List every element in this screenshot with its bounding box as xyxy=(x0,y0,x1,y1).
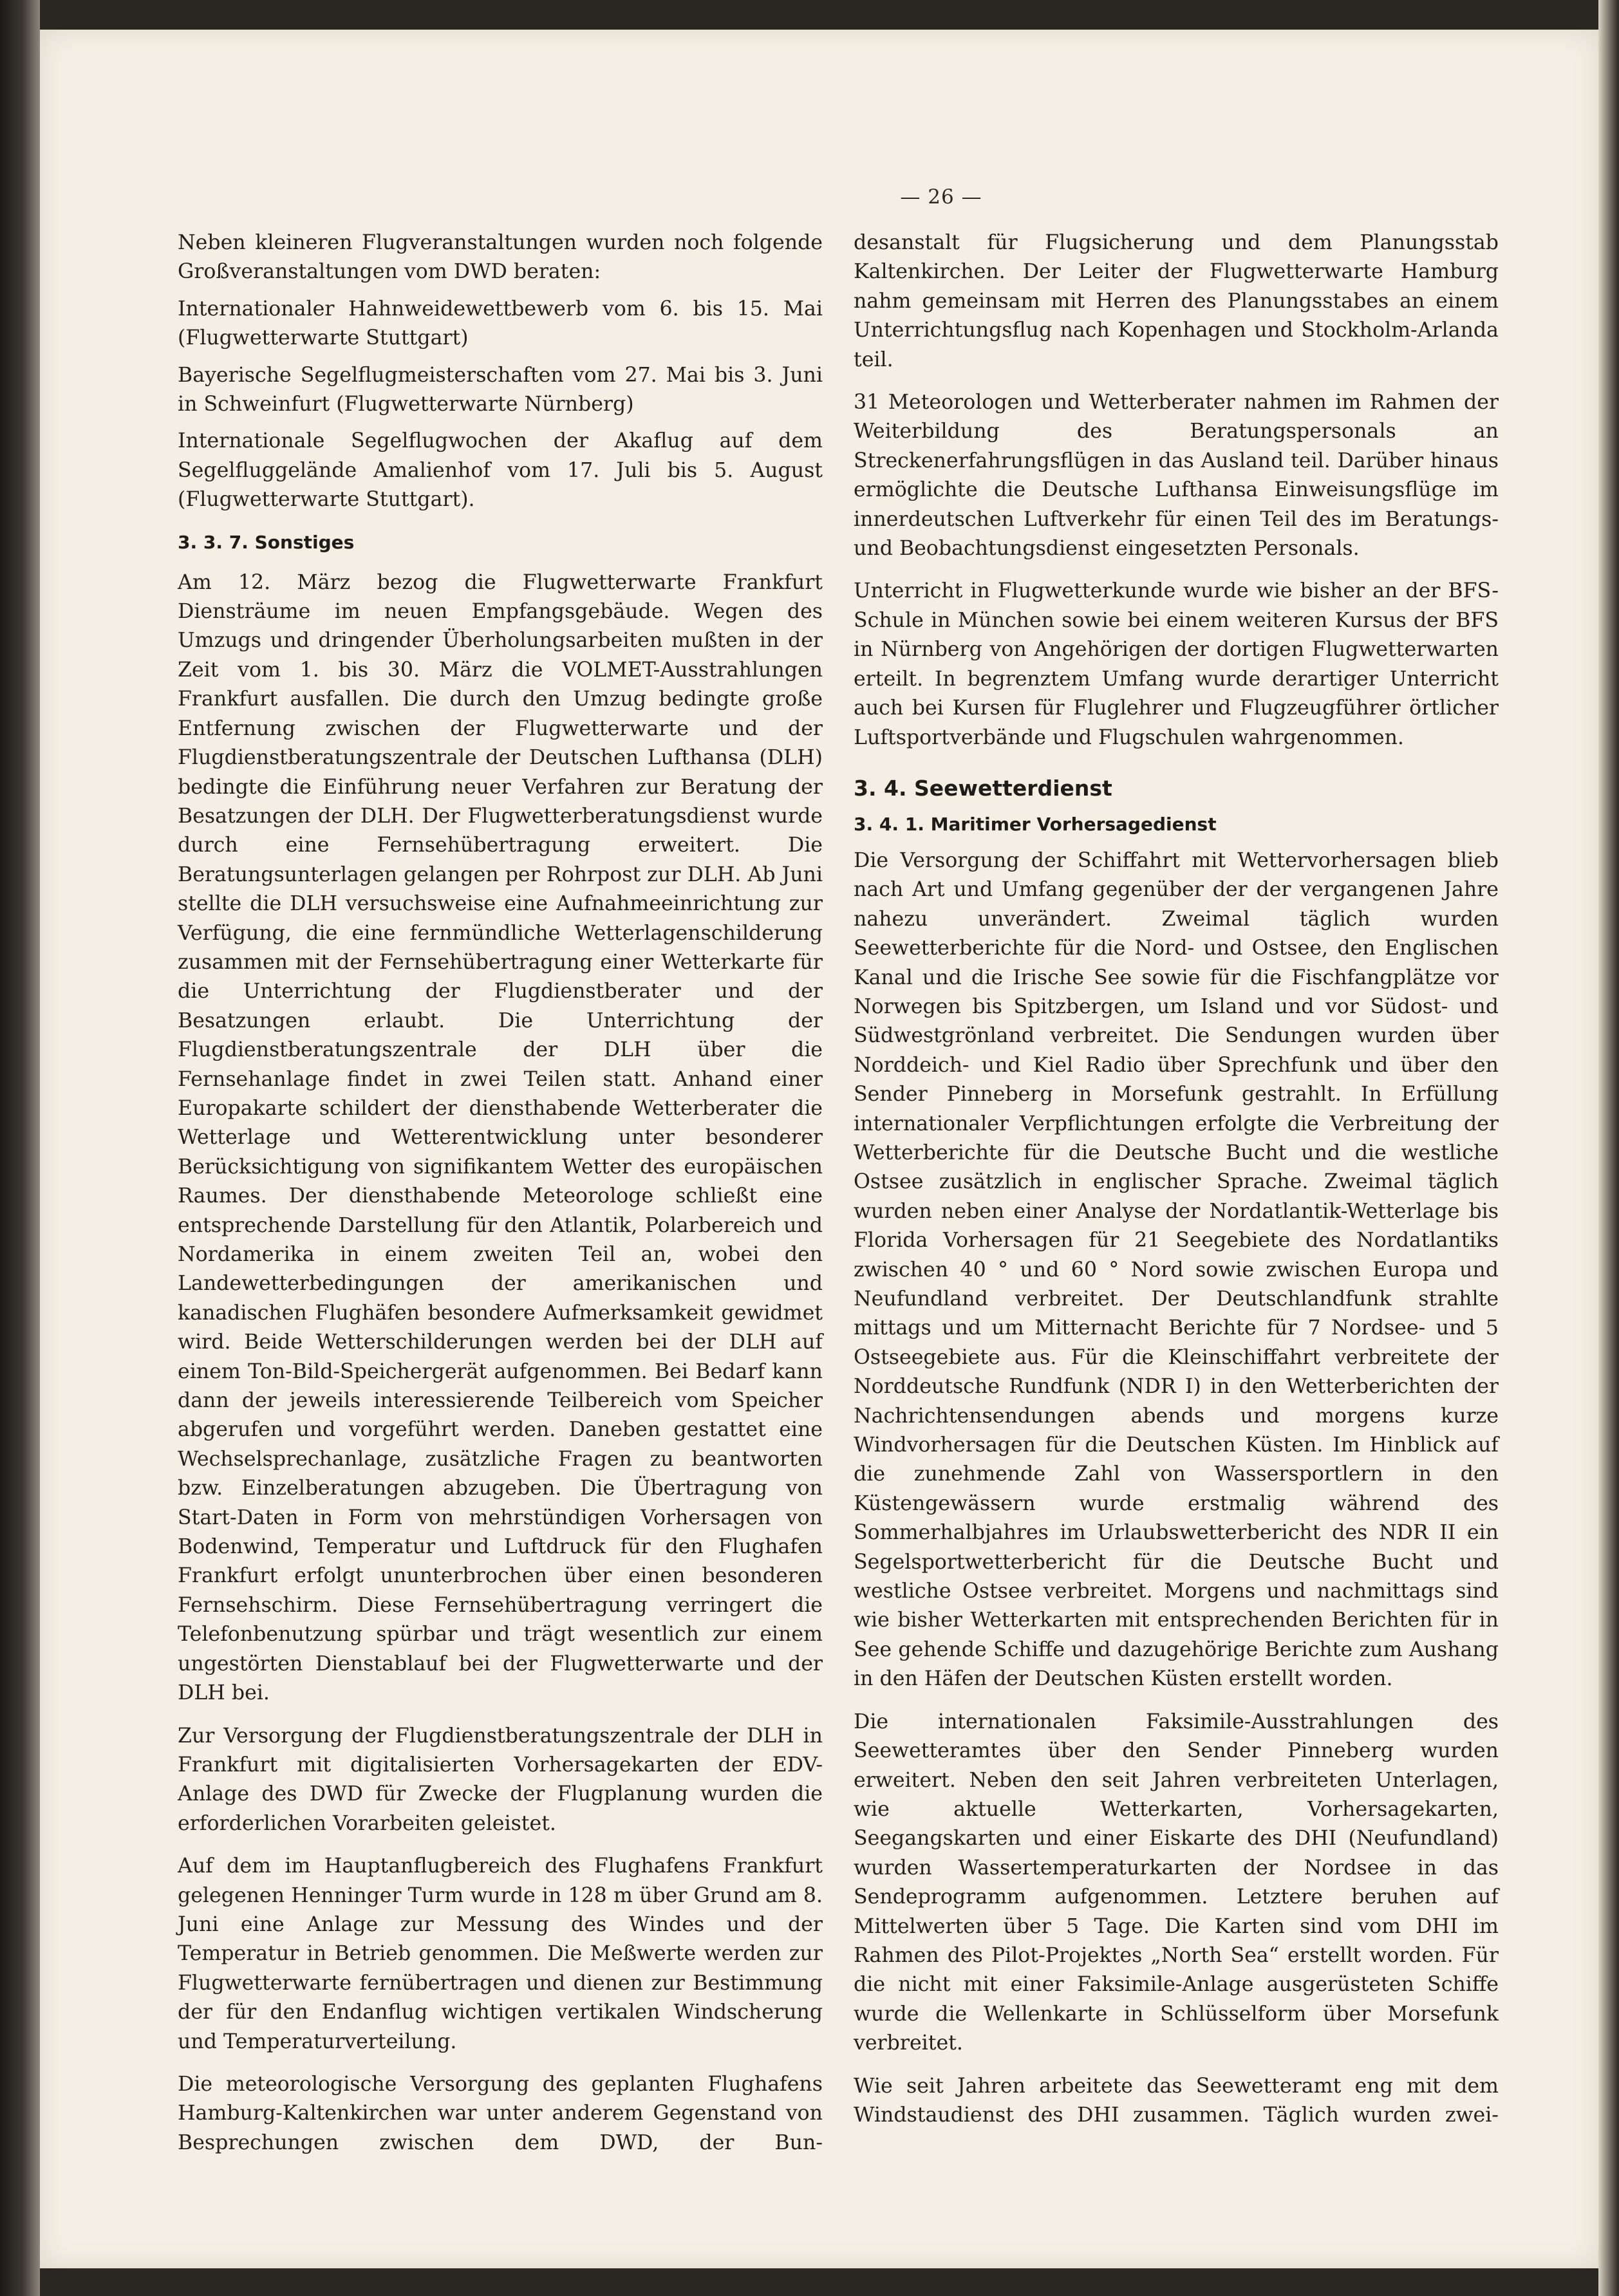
left-column xyxy=(178,229,823,2171)
paragraph: Neben kleineren Flugveranstaltungen wurden noch folgende Großveranstaltungen vom DWD beraten: xyxy=(178,231,823,284)
scan-edge-right xyxy=(1598,0,1619,2296)
page-number: — 26 — xyxy=(900,185,982,209)
paragraph: Die meteorologische Versorgung des geplanten Flughafens Hamburg-Kaltenkirchen war unter anderem Gegenstand von Besprechungen zwischen dem DWD, der Bun- xyxy=(178,2072,823,2154)
paragraph: Auf dem im Hauptanflugbereich des Flughafens Frankfurt gelegenen Henninger Turm wurde in 128 m über Grund am 8. Juni eine Anlage zur Messung des Windes und der Temperatur in Betrieb genommen. Die Meßwerte werden zur Flugwetterwarte fernübertragen und dienen zur Bestimmung der für den Endanflug wichtigen vertikalen Windscherung und Temperaturverteilung. xyxy=(178,1854,823,2053)
paragraph: Die internationalen Faksimile-Ausstrahlungen des Seewetteramtes über den Sender Pinneberg wurden erweitert. Neben den seit Jahren verbreiteten Unterlagen, wie aktuelle Wetterkarten, Vorhersagekarten, Seegangskarten und einer Eiskarte des DHI (Neufundland) wurden Wassertemperaturkarten der Nordsee in das Sendeprogramm aufgenommen. Letztere beruhen auf Mittelwerten über 5 Tage. Die Karten sind vom DHI im Rahmen des Pilot-Projektes „North Sea“ erstellt worden. Für die nicht mit einer Faksimile-Anlage ausgerüsteten Schiffe wurde die Wellenkarte in Schlüsselform über Morsefunk verbreitet. xyxy=(854,1710,1499,2055)
paragraph: Internationale Segelflugwochen der Akaflug auf dem Segelfluggelände Amalienhof vom 17. Juli bis 5. August (Flugwetterwarte Stuttgart). xyxy=(178,429,823,512)
right-column xyxy=(854,229,1499,2143)
section-heading-main: 3. 4. Seewetterdienst xyxy=(854,775,1112,801)
paragraph: Die Versorgung der Schiffahrt mit Wettervorhersagen blieb nach Art und Umfang gegenüber der der vergangenen Jahre nahezu unverändert. Zweimal täglich wurden Seewetterberichte für die Nord- und Ostsee, den Englischen Kanal und die Irische See sowie für die Fischfangplätze vor Norwegen bis Spitzbergen, um Island und vor Südost- und Südwestgrönland verbreitet. Die Sendungen wurden über Norddeich- und Kiel Radio über Sprechfunk und über den Sender Pinneberg in Morsefunk gestrahlt. In Erfüllung internationaler Verpflichtungen erfolgte die Verbreitung der Wetterberichte für die Deutsche Bucht und die westliche Ostsee zusätzlich in englischer Sprache. Zweimal täglich wurden neben einer Analyse der Nordatlantik-Wetterlage bis Florida Vorhersagen für 21 Seegebiete des Nordatlantiks zwischen 40 ° und 60 ° Nord sowie zwischen Europa und Neufundland verbreitet. Der Deutschlandfunk strahlte mittags und um Mitternacht Berichte für 7 Nordsee- und 5 Ostseegebiete aus. Für die Kleinschiffahrt verbreitete der Norddeutsche Rundfunk (NDR I) in den Wetterberichten der Nachrichtensendungen abends und morgens kurze Windvorhersagen für die Deutschen Küsten. Im Hinblick auf die zunehmende Zahl von Wassersportlern in den Küstengewässern wurde erstmalig während des Sommerhalbjahres im Urlaubswetterbericht des NDR II ein Segelsportwetterbericht für die Deutsche Bucht und westliche Ostsee verbreitet. Morgens und nachmittags sind wie bisher Wetterkarten mit entsprechenden Berichten für in See gehende Schiffe und dazugehörige Berichte zum Aushang in den Häfen der Deutschen Küsten erstellt worden. xyxy=(854,848,1499,1691)
paragraph: Zur Versorgung der Flugdienstberatungszentrale der DLH in Frankfurt mit digitalisierten Vorhersagekarten der EDV-Anlage des DWD für Zwecke der Flugplanung wurden die erforderlichen Vorarbeiten geleistet. xyxy=(178,1724,823,1835)
section-heading-sub: 3. 4. 1. Maritimer Vorhersagedienst xyxy=(854,813,1217,835)
scan-edge-left xyxy=(0,0,40,2296)
paragraph: Wie seit Jahren arbeitete das Seewetteramt eng mit dem Windstaudienst des DHI zusammen. Täglich wurden zwei- xyxy=(854,2074,1499,2127)
paragraph: Am 12. März bezog die Flugwetterwarte Frankfurt Diensträume im neuen Empfangsgebäude. Wegen des Umzugs und dringender Überholungsarbeiten mußten in der Zeit vom 1. bis 30. März die VOLMET-Ausstrahlungen Frankfurt ausfallen. Die durch den Umzug bedingte große Entfernung zwischen der Flugwetterwarte und der Flugdienstberatungszentrale der Deutschen Lufthansa (DLH) bedingte die Einführung neuer Verfahren zur Beratung der Besatzungen der DLH. Der Flugwetterberatungsdienst wurde durch eine Fernsehübertragung erweitert. Die Beratungsunterlagen gelangen per Rohrpost zur DLH. Ab Juni stellte die DLH versuchsweise eine Aufnahmeeinrichtung zur Verfügung, die eine fernmündliche Wetterlagenschilderung zusammen mit der Fernsehübertragung einer Wetterkarte für die Unterrichtung der Flugdienstberater und der Besatzungen erlaubt. Die Unterrichtung der Flugdienstberatungszentrale der DLH über die Fernsehanlage findet in zwei Teilen statt. Anhand einer Europakarte schildert der diensthabende Wetterberater die Wetterlage und Wetterentwicklung unter besonderer Berücksichtigung von signifikantem Wetter des europäischen Raumes. Der diensthabende Meteorologe schließt eine entsprechende Darstellung für den Atlantik, Polarbereich und Nordamerika in einem zweiten Teil an, wobei den Landewetterbedingungen der amerikanischen und kanadischen Flughäfen besondere Aufmerksamkeit gewidmet wird. Beide Wetterschilderungen werden bei der DLH auf einem Ton-Bild-Speichergerät aufgenommen. Bei Bedarf kann dann der jeweils interessierende Teilbereich vom Speicher abgerufen und vorgeführt werden. Daneben gestattet eine Wechselsprechanlage, zusätzliche Fragen zu beantworten bzw. Einzelberatungen abzugeben. Die Übertragung von Start-Daten in Form von mehrstündigen Vorhersagen von Bodenwind, Temperatur und Luftdruck für den Flughafen Frankfurt erfolgt ununterbrochen über einen besonderen Fernsehschirm. Diese Fernsehübertragung verringert die Telefonbenutzung spürbar und trägt wesentlich zur einem ungestörten Dienstablauf bei der Flugwetterwarte und der DLH bei. xyxy=(178,570,823,1705)
paragraph: Bayerische Segelflugmeisterschaften vom 27. Mai bis 3. Juni in Schweinfurt (Flugwetterwarte Nürnberg) xyxy=(178,363,823,416)
paragraph: 31 Meteorologen und Wetterberater nahmen im Rahmen der Weiterbildung des Beratungspersonals an Streckenerfahrungsflügen in das Ausland teil. Darüber hinaus ermöglichte die Deutsche Lufthansa Einweisungsflüge im innerdeutschen Luftverkehr für einen Teil des im Beratungs- und Beobachtungsdienst eingesetzten Personals. xyxy=(854,391,1499,561)
paragraph: Internationaler Hahnweidewettbewerb vom 6. bis 15. Mai (Flugwetterwarte Stuttgart) xyxy=(178,297,823,350)
paragraph: desanstalt für Flugsicherung und dem Planungsstab Kaltenkirchen. Der Leiter der Flugwetterwarte Hamburg nahm gemeinsam mit Herren des Planungsstabes an einem Unterrichtungsflug nach Kopenhagen und Stockholm-Arlanda teil. xyxy=(854,231,1499,371)
paragraph: Unterricht in Flugwetterkunde wurde wie bisher an der BFS-Schule in München sowie bei einem weiteren Kursus der BFS in Nürnberg von Angehörigen der dortigen Flugwetterwarten erteilt. In begrenztem Umfang wurde derartiger Unterricht auch bei Kursen für Fluglehrer und Flugzeugführer örtlicher Luftsportverbände und Flugschulen wahrgenommen. xyxy=(854,579,1499,749)
section-heading: 3. 3. 7. Sonstiges xyxy=(178,531,355,553)
